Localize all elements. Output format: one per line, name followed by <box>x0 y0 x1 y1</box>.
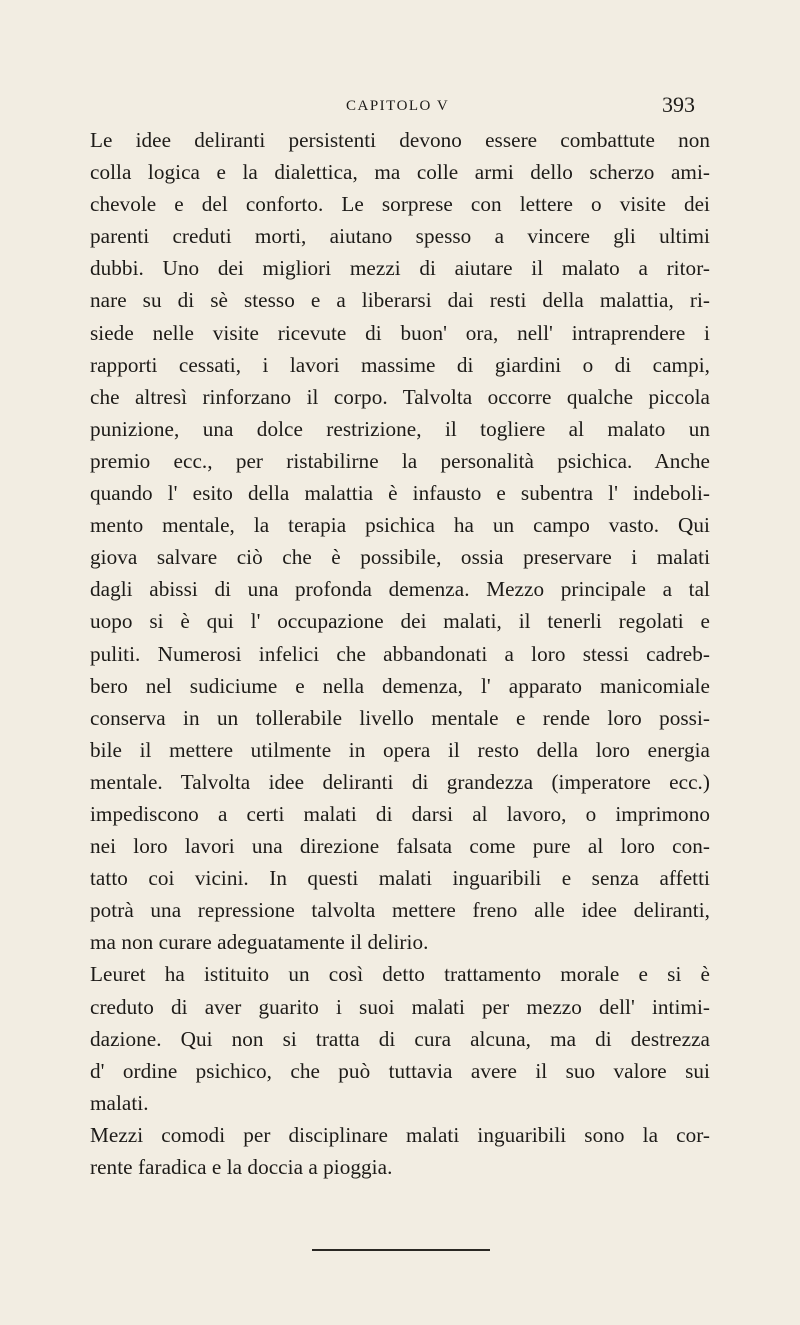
text-line: bile il mettere utilmente in opera il resto della loro energia <box>90 737 710 762</box>
text-line: puliti. Numerosi infelici che abbandonati a loro stessi cadreb- <box>90 641 710 666</box>
text-line: Le idee deliranti persistenti devono essere combattute non <box>90 128 710 152</box>
text-line: uopo si è qui l' occupazione dei malati, il tenerli regolati e <box>90 609 710 634</box>
text-line: dubbi. Uno dei migliori mezzi di aiutare il malato a ritor- <box>90 256 710 281</box>
text-line: potrà una repressione talvolta mettere freno alle idee deliranti, <box>90 898 710 923</box>
text-line: chevole e del conforto. Le sorprese con lettere o visite dei <box>90 192 710 217</box>
text-line: dazione. Qui non si tratta di cura alcuna, ma di destrezza <box>90 1026 710 1051</box>
text-line: malati. <box>90 1090 149 1115</box>
text-line: d' ordine psichico, che può tuttavia avere il suo valore sui <box>90 1058 710 1083</box>
text-line: nei loro lavori una direzione falsata come pure al loro con- <box>90 834 710 859</box>
text-line: parenti creduti morti, aiutano spesso a vincere gli ultimi <box>90 224 710 249</box>
text-line: creduto di aver guarito i suoi malati per mezzo dell' intimi- <box>90 994 710 1019</box>
text-line: mentale. Talvolta idee deliranti di grandezza (imperatore ecc.) <box>90 769 710 794</box>
text-line: impediscono a certi malati di darsi al lavoro, o imprimono <box>90 801 710 826</box>
text-line: Leuret ha istituito un così detto trattamento morale e si è <box>90 962 710 987</box>
text-line: nare su di sè stesso e a liberarsi dai resti della malattia, ri- <box>90 288 710 313</box>
body-text <box>90 124 710 1183</box>
text-line: siede nelle visite ricevute di buon' ora, nell' intraprendere i <box>90 320 710 345</box>
page-number: 393 <box>662 92 695 117</box>
text-line: Mezzi comodi per disciplinare malati inguaribili sono la cor- <box>90 1122 710 1147</box>
text-line: dagli abissi di una profonda demenza. Mezzo principale a tal <box>90 577 710 602</box>
running-head <box>0 92 800 122</box>
text-line: rente faradica e la doccia a pioggia. <box>90 1155 393 1179</box>
text-line: mento mentale, la terapia psichica ha un campo vasto. Qui <box>90 513 710 538</box>
text-line: giova salvare ciò che è possibile, ossia preservare i malati <box>90 545 710 570</box>
paragraph-3 <box>90 1119 710 1183</box>
text-line: che altresì rinforzano il corpo. Talvolta occorre qualche piccola <box>90 384 710 409</box>
text-line: quando l' esito della malattia è infausto e subentra l' indeboli- <box>90 481 710 506</box>
text-line: conserva in un tollerabile livello mentale e rende loro possi- <box>90 705 710 730</box>
text-line: ma non curare adeguatamente il delirio. <box>90 930 429 955</box>
text-line: premio ecc., per ristabilirne la personalità psichica. Anche <box>90 448 710 473</box>
text-line: rapporti cessati, i lavori massime di giardini o di campi, <box>90 352 710 377</box>
text-line: bero nel sudiciume e nella demenza, l' apparato manicomiale <box>90 673 710 698</box>
end-rule <box>312 1249 490 1251</box>
paragraph-2 <box>90 958 710 1118</box>
text-line: tatto coi vicini. In questi malati inguaribili e senza affetti <box>90 866 710 891</box>
text-line: punizione, una dolce restrizione, il togliere al malato un <box>90 416 710 441</box>
chapter-title: CAPITOLO V <box>346 98 450 114</box>
text-line: colla logica e la dialettica, ma colle armi dello scherzo ami- <box>90 160 710 185</box>
paragraph-1 <box>90 124 710 958</box>
